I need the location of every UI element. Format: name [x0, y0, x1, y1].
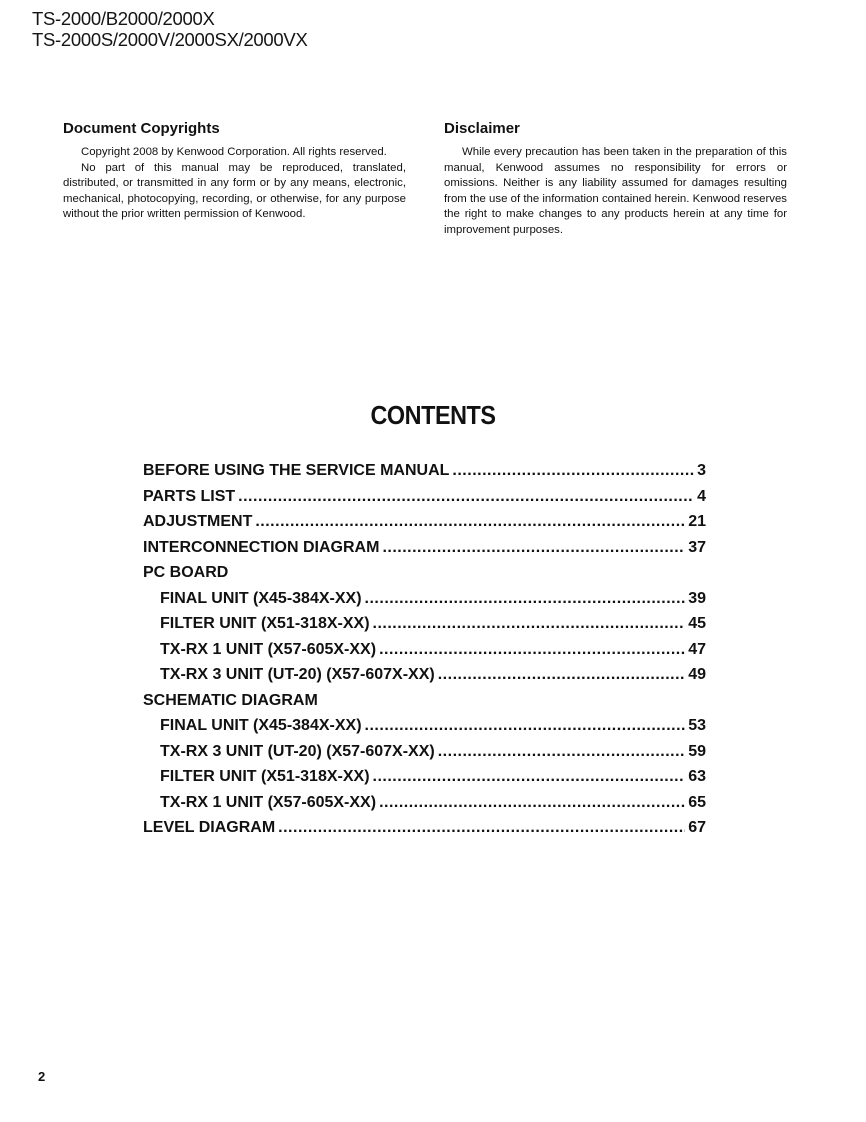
- toc-item-label: ADJUSTMENT: [143, 513, 253, 530]
- toc-leader-dots: [452, 462, 694, 480]
- toc-item[interactable]: [143, 513, 706, 539]
- toc-item-label: TX-RX 3 UNIT (UT-20) (X57-607X-XX): [160, 666, 435, 683]
- toc-section-heading: [143, 692, 706, 718]
- toc-item-label: FILTER UNIT (X51-318X-XX): [160, 615, 370, 632]
- toc-item-page: 65: [688, 793, 706, 811]
- toc-item[interactable]: [143, 462, 706, 488]
- copyrights-paragraph-2: No part of this manual may be reproduced, translated, distributed, or transmitted in any form or by any means, electronic, mechanical, photocopying, recording, or otherwise, for any purpose without the prior written permission of Kenwood.: [63, 161, 406, 220]
- contents-title: CONTENTS: [370, 400, 496, 430]
- toc-leader-dots: [365, 590, 686, 608]
- toc-item-label: TX-RX 1 UNIT (X57-605X-XX): [160, 793, 377, 811]
- disclaimer-title: Disclaimer: [444, 120, 520, 137]
- toc-item-label: TX-RX 1 UNIT (X57-605X-XX): [160, 640, 377, 658]
- toc-item[interactable]: [143, 666, 706, 692]
- toc-item-page: 39: [688, 589, 706, 607]
- toc-leader-dots: [438, 743, 685, 761]
- page-number: 2: [38, 1069, 46, 1084]
- toc-item[interactable]: [143, 819, 706, 845]
- toc-item-page: 45: [688, 615, 706, 632]
- toc-item[interactable]: [143, 641, 706, 667]
- toc-item-label: PC BOARD: [143, 564, 229, 581]
- toc-item-label: FINAL UNIT (X45-384X-XX): [160, 717, 362, 734]
- disclaimer-paragraph: While every precaution has been taken in the preparation of this manual, Kenwood assumes no responsibility for errors or omissions. Neither is any liability assumed for damages resulting from the use of the information contained herein. Kenwood reserves the right to make changes to any products herein at any time for improvement purposes.: [444, 146, 787, 236]
- toc-item[interactable]: [143, 794, 706, 820]
- toc-leader-dots: [278, 819, 685, 837]
- toc-item-page: 67: [688, 819, 706, 836]
- toc-item-page: 47: [688, 640, 706, 658]
- toc-leader-dots: [365, 717, 686, 735]
- toc-item-label: INTERCONNECTION DIAGRAM: [143, 538, 380, 556]
- toc-item-page: 37: [688, 538, 706, 556]
- copyrights-title: Document Copyrights: [63, 120, 220, 137]
- model-line-2: TS-2000S/2000V/2000SX/2000VX: [32, 29, 308, 50]
- toc-item[interactable]: [143, 539, 706, 565]
- model-line-1: TS-2000/B2000/2000X: [32, 8, 215, 29]
- toc-leader-dots: [382, 539, 685, 557]
- toc-item-label: FILTER UNIT (X51-318X-XX): [160, 768, 370, 785]
- toc-section-heading: [143, 564, 706, 590]
- toc-leader-dots: [238, 488, 694, 506]
- toc-item[interactable]: [143, 717, 706, 743]
- copyrights-paragraph-1: Copyright 2008 by Kenwood Corporation. All rights reserved.: [81, 146, 387, 158]
- toc-item-page: 3: [697, 462, 706, 479]
- toc-item[interactable]: [143, 768, 706, 794]
- toc-item-label: FINAL UNIT (X45-384X-XX): [160, 589, 362, 607]
- copyrights-section: [63, 120, 406, 223]
- toc-leader-dots: [379, 641, 685, 659]
- toc-item-page: 59: [688, 742, 706, 760]
- toc-item[interactable]: [143, 615, 706, 641]
- document-header: [32, 8, 307, 50]
- toc-item-page: 21: [688, 513, 706, 530]
- toc-item-page: 53: [688, 717, 706, 734]
- toc-item-label: SCHEMATIC DIAGRAM: [143, 691, 318, 709]
- toc-leader-dots: [438, 666, 685, 684]
- toc-leader-dots: [255, 513, 685, 531]
- toc-item-page: 63: [688, 768, 706, 785]
- toc-item[interactable]: [143, 590, 706, 616]
- toc-item-page: 49: [688, 666, 706, 683]
- toc-item[interactable]: [143, 488, 706, 514]
- toc-item-page: 4: [697, 487, 706, 505]
- toc-item-label: PARTS LIST: [143, 487, 236, 505]
- toc-leader-dots: [373, 615, 686, 633]
- toc-item-label: BEFORE USING THE SERVICE MANUAL: [143, 462, 450, 479]
- table-of-contents: [143, 462, 706, 845]
- disclaimer-section: [444, 120, 787, 238]
- toc-leader-dots: [373, 768, 686, 786]
- toc-leader-dots: [379, 794, 685, 812]
- toc-item-label: LEVEL DIAGRAM: [143, 819, 276, 836]
- toc-item-label: TX-RX 3 UNIT (UT-20) (X57-607X-XX): [160, 742, 435, 760]
- toc-item[interactable]: [143, 743, 706, 769]
